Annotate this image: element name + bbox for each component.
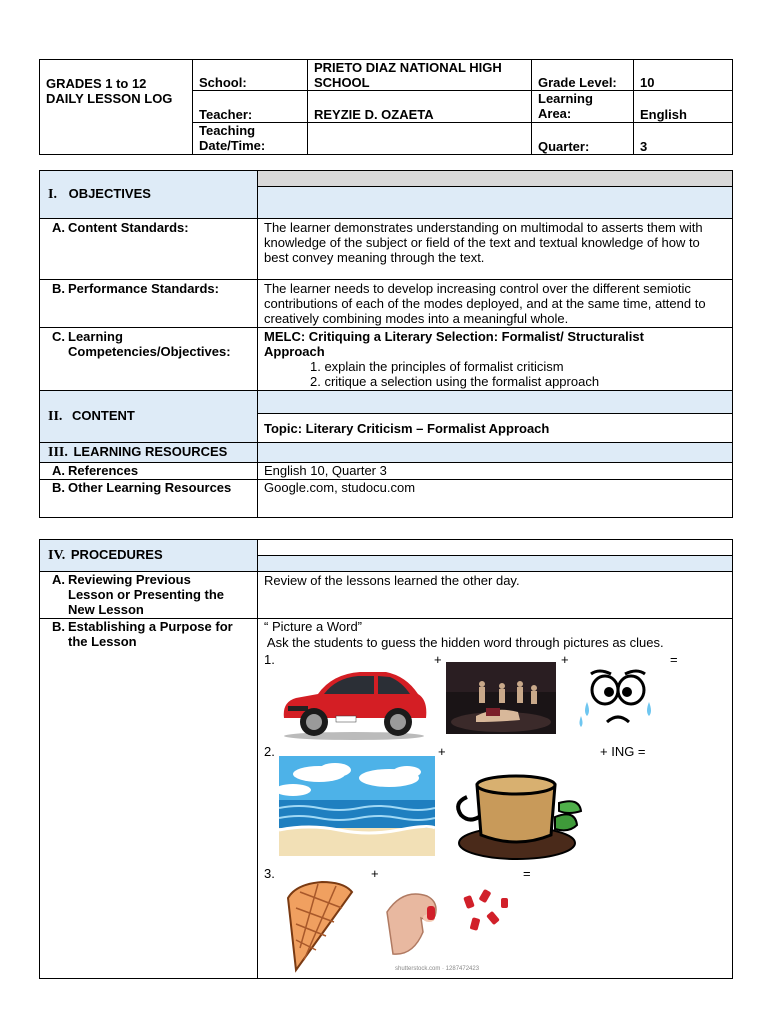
- content-blue-bar: [258, 391, 733, 414]
- school-label: School:: [193, 60, 308, 91]
- other-resources-value: Google.com, studocu.com: [258, 480, 733, 518]
- area-value: English: [634, 91, 733, 123]
- car-picture: [278, 660, 430, 742]
- header-table: [39, 59, 733, 155]
- grade-label: Grade Level:: [532, 60, 634, 91]
- row2-number: 2.: [264, 744, 275, 759]
- row3-number: 3.: [264, 866, 275, 881]
- game-title: “ Picture a Word”: [264, 619, 363, 634]
- procedures-white-bar: [258, 540, 733, 556]
- tea-cup-picture: [451, 757, 595, 865]
- other-resources-label: B. Other Learning Resources: [40, 480, 258, 518]
- objectives-grey-bar: [258, 171, 733, 187]
- references-label: A. References: [40, 463, 258, 480]
- date-label: Teaching Date/Time:: [193, 123, 308, 155]
- resources-blue-bar: [258, 443, 733, 463]
- teacher-label: Teacher:: [193, 91, 308, 123]
- grade-value: 10: [634, 60, 733, 91]
- school-value: PRIETO DIAZ NATIONAL HIGH SCHOOL: [308, 60, 532, 91]
- row1-plus-2: +: [561, 652, 569, 667]
- content-topic: Topic: Literary Criticism – Formalist Approach: [258, 414, 733, 443]
- row1-plus-1: +: [434, 652, 442, 667]
- purpose-label: B. Establishing a Purpose for the Lesson: [40, 619, 258, 979]
- competencies-text: MELC: Critiquing a Literary Selection: Formalist/ Structuralist Approach 1. explain the principles of formalist criticism 2. critique a selection using the formalist approach: [258, 328, 733, 391]
- stock-watermark: shutterstock.com · 1287472423: [395, 966, 480, 972]
- review-text: Review of the lessons learned the other day.: [258, 572, 733, 619]
- quarter-value: 3: [634, 123, 733, 155]
- crying-face-picture: [577, 664, 659, 734]
- content-standards-text: The learner demonstrates understanding on multimodal to asserts them with knowledge of the subject or field of the text and textual knowledge of how to best convey meaning through the text.: [258, 219, 733, 280]
- sea-picture: [279, 756, 435, 856]
- review-label: A. Reviewing Previous Lesson or Presenting the New Lesson: [40, 572, 258, 619]
- row3-plus: +: [371, 866, 379, 881]
- quarter-label: Quarter:: [532, 123, 634, 155]
- log-title: GRADES 1 to 12 DAILY LESSON LOG: [40, 60, 193, 155]
- teacher-value: REYZIE D. OZAETA: [308, 91, 532, 123]
- area-label: Learning Area:: [532, 91, 634, 123]
- resources-heading: III. LEARNING RESOURCES: [40, 443, 258, 463]
- hand-pick-picture: [383, 882, 519, 974]
- drama-stage-picture: [446, 662, 556, 734]
- objectives-heading: I. OBJECTIVES: [40, 171, 258, 219]
- procedures-heading: IV. PROCEDURES: [40, 540, 258, 572]
- procedures-blue-bar: [258, 556, 733, 572]
- row1-number: 1.: [264, 652, 275, 667]
- date-value: [308, 123, 532, 155]
- objectives-blue-bar: [258, 187, 733, 219]
- performance-standards-text: The learner needs to develop increasing control over the different semiotic contributions of each of the modes deployed, and at the same time, attend to creatively combining modes into a meaningful whole.: [258, 280, 733, 328]
- performance-standards-label: B. Performance Standards:: [40, 280, 258, 328]
- content-heading: II. CONTENT: [40, 391, 258, 443]
- row2-plus: +: [438, 744, 446, 759]
- row3-equals: =: [523, 866, 531, 881]
- content-standards-label: A. Content Standards:: [40, 219, 258, 280]
- game-instructions: Ask the students to guess the hidden word through pictures as clues.: [264, 635, 664, 650]
- references-value: English 10, Quarter 3: [258, 463, 733, 480]
- objectives-table: [39, 170, 733, 518]
- row1-equals: =: [670, 652, 678, 667]
- cone-picture: [282, 878, 358, 974]
- row2-suffix: + ING =: [600, 744, 646, 759]
- competencies-label: C. Learning Competencies/Objectives:: [40, 328, 258, 391]
